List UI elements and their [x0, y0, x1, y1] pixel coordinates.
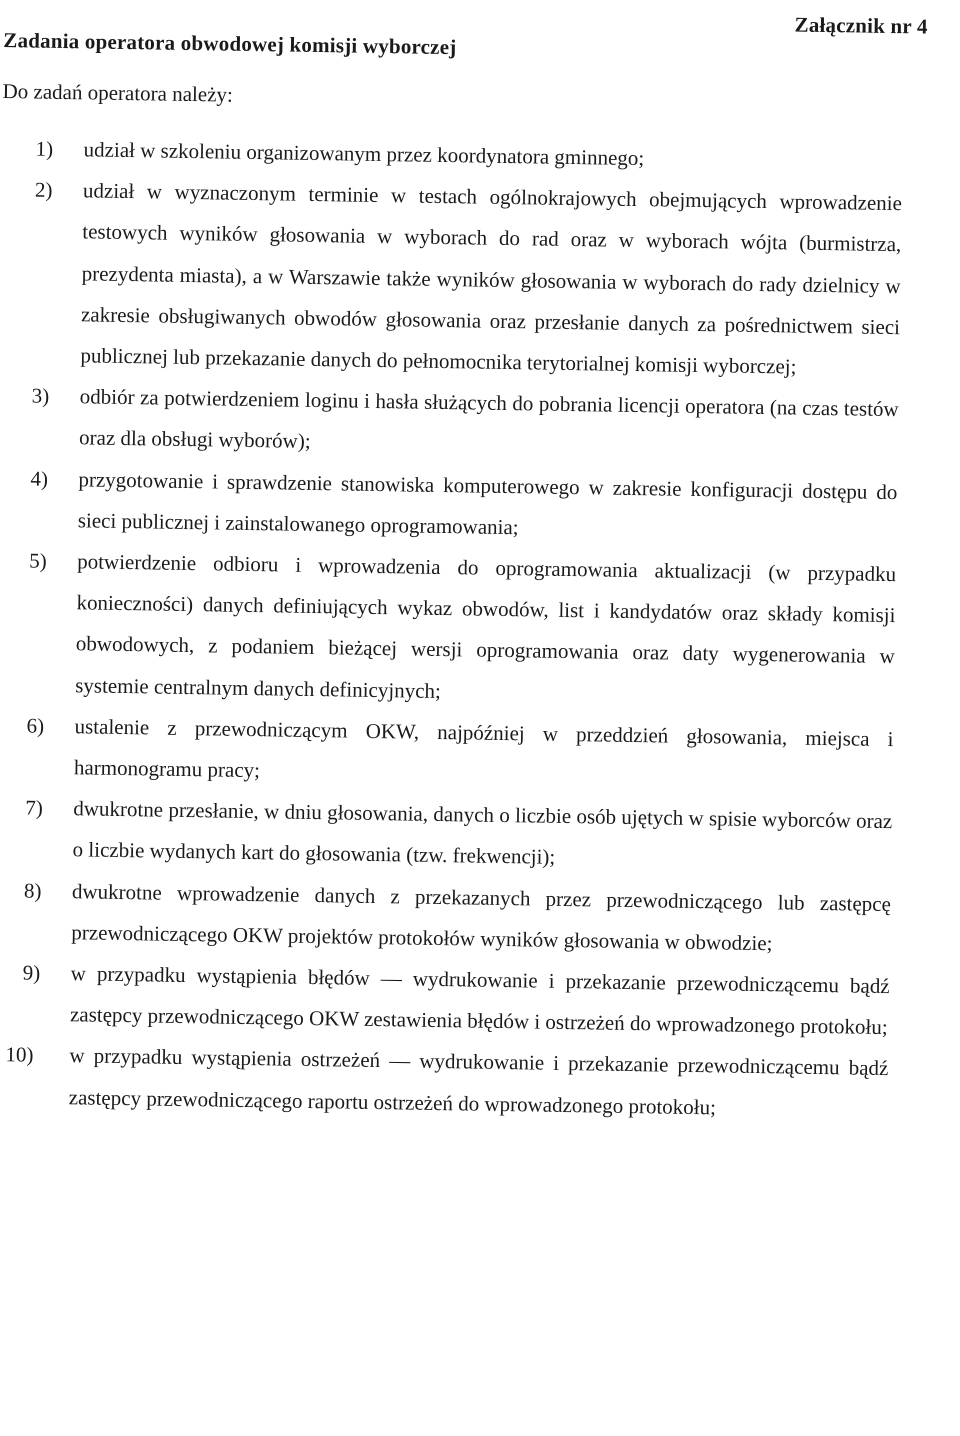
list-item-text: udział w wyznaczonym terminie w testach ogólnokrajowych obejmujących wprowadzenie testowych wyników głosowania w wyborach do rad oraz w wyborach wójta (burmistrza, prezydenta miasta), a w Warszawie także wyników głosowania w wyborach do rady dzielnicy w zakresie obsługiwanych obwodów głosowania oraz przesłanie danych za pośrednictwem sieci publicznej lub przekazanie danych do pełnomocnika terytorialnej komisji wyborczej;: [80, 178, 903, 379]
list-item-text: udział w szkoleniu organizowanym przez koordynatora gminnego;: [83, 137, 645, 171]
duties-list: [0, 128, 903, 1131]
list-item-text: potwierdzenie odbioru i wprowadzenia do oprogramowania aktualizacji (w przypadku konieczności) danych definiujących wykaz obwodów, list i kandydatów oraz składy komisji obwodowych, z podaniem bieżącej wersji oprogramowania oraz daty wygenerowania w systemie centralnym danych definicyjnych;: [75, 549, 897, 703]
list-item: [0, 787, 893, 884]
list-item: [0, 705, 894, 802]
list-item: [0, 1034, 889, 1131]
list-item-number: 9): [22, 960, 41, 985]
list-item-text: dwukrotne przesłanie, w dniu głosowania, danych o liczbie osób ujętych w spisie wyborców oraz o liczbie wydanych kart do głosowania (tzw. frekwencji);: [72, 796, 893, 870]
list-item: [0, 540, 896, 719]
list-item-text: dwukrotne wprowadzenie danych z przekazanych przez przewodniczącego lub zastępcę przewodniczącego OKW projektów protokołów wyników głosowania w obwodzie;: [71, 878, 892, 956]
list-item: [0, 870, 891, 967]
list-item-text: odbiór za potwierdzeniem loginu i hasła służących do pobrania licencji operatora (na czas testów oraz dla obsługi wyborów);: [78, 384, 899, 454]
list-item-number: 3): [31, 383, 50, 409]
list-item-text: w przypadku wystąpienia błędów — wydrukowanie i przekazanie przewodniczącemu bądź zastępcy przewodniczącego OKW zestawienia błędów i ostrzeżeń do wprowadzonego protokołu;: [69, 961, 890, 1040]
list-item-number: 5): [29, 548, 47, 573]
list-item-text: ustalenie z przewodniczącym OKW, najpóźniej w przeddzień głosowania, miejsca i harmonogramu pracy;: [73, 714, 894, 783]
list-item-number: 8): [23, 878, 42, 903]
intro-text: Do zadań operatora należy:: [2, 79, 234, 107]
list-item-number: 7): [25, 795, 44, 821]
list-item: [0, 375, 899, 472]
list-item-number: 2): [34, 177, 53, 203]
list-item: [0, 952, 890, 1049]
list-item-number: 1): [35, 136, 54, 161]
list-item: [0, 169, 902, 389]
annex-label: Załącznik nr 4: [794, 12, 928, 39]
list-item-text: przygotowanie i sprawdzenie stanowiska komputerowego w zakresie konfiguracji dostępu do sieci publicznej i zainstalowanego oprogramowania;: [77, 466, 898, 540]
list-item-text: w przypadku wystąpienia ostrzeżeń — wydrukowanie i przekazanie przewodniczącemu bądź zastępcy przewodniczącego raportu ostrzeżeń do wprowadzonego protokołu;: [68, 1043, 889, 1120]
list-item: [0, 458, 898, 555]
list-item-number: 4): [30, 466, 49, 491]
list-item-number: 10): [5, 1042, 34, 1068]
document-title: Zadania operatora obwodowej komisji wyborczej: [3, 28, 457, 60]
list-item-number: 6): [26, 713, 45, 738]
